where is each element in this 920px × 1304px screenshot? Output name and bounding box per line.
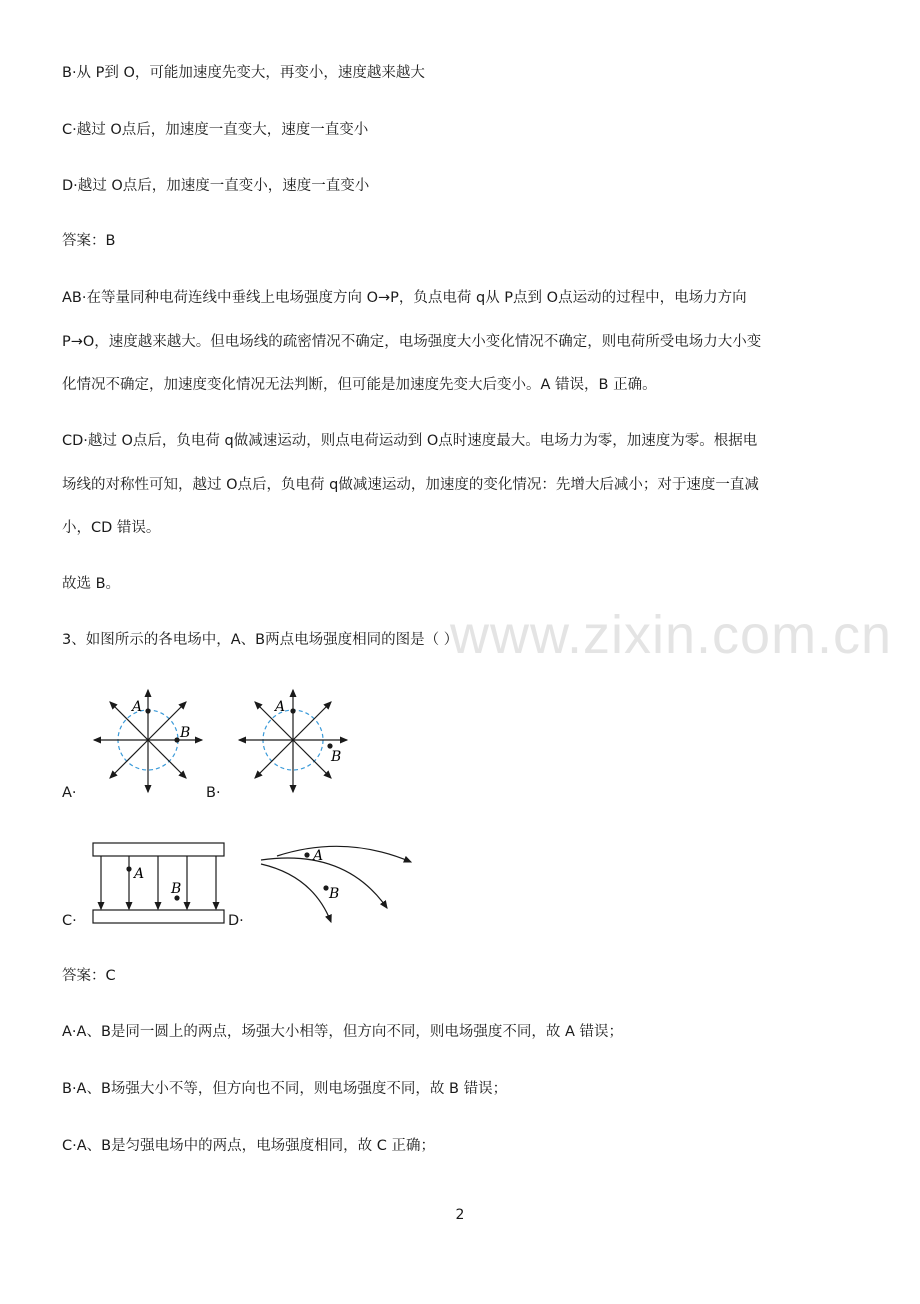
figure-c-uniform-field [88, 838, 230, 928]
answer-3: 答案：C [62, 968, 116, 984]
point-b-label: B [329, 886, 340, 902]
question-3: 3、如图所示的各电场中，A、B两点电场强度相同的图是（ ） [62, 632, 459, 648]
point-a-label: A [134, 866, 145, 882]
analysis-3-c: C·A、B是匀强电场中的两点，电场强度相同，故 C 正确； [62, 1138, 435, 1154]
analysis-3-a: A·A、B是同一圆上的两点，场强大小相等，但方向不同，则电场强度不同，故 A 错误； [62, 1024, 624, 1040]
analysis-cd-line1: CD·越过 O点后，负电荷 q做减速运动，则点电荷运动到 O点时速度最大。电场力为零，加速度为零。根据电 [62, 433, 758, 449]
watermark: www.zixin.com.cn [450, 605, 893, 665]
figure-a-label: A· [62, 785, 77, 801]
analysis-ab-line3: 化情况不确定，加速度变化情况无法判断，但可能是加速度先变大后变小。A 错误，B 正确。 [62, 377, 657, 393]
analysis-ab-line1: AB·在等量同种电荷连线中垂线上电场强度方向 O→P，负点电荷 q从 P点到 O点运动的过程中，电场力方向 [62, 290, 747, 306]
figure-d-label: D· [228, 913, 244, 929]
page-number: 2 [455, 1207, 465, 1223]
point-b-label: B [180, 725, 191, 741]
figure-d-curved-field [255, 836, 415, 926]
option-d-prev: D·越过 O点后，加速度一直变小，速度一直变小 [62, 178, 370, 194]
point-a-label: A [313, 848, 324, 864]
point-a-label: A [275, 699, 286, 715]
analysis-3-b: B·A、B场强大小不等，但方向也不同，则电场强度不同，故 B 错误； [62, 1081, 508, 1097]
figure-b-point-charge-field [233, 684, 353, 800]
choose-answer: 故选 B。 [62, 576, 121, 592]
point-a-label: A [132, 699, 143, 715]
figure-c-label: C· [62, 913, 77, 929]
option-b-prev: B·从 P到 O，可能加速度先变大，再变小，速度越来越大 [62, 65, 425, 81]
analysis-cd-line2: 场线的对称性可知，越过 O点后，负电荷 q做减速运动，加速度的变化情况：先增大后减小；对于速度一直减 [62, 477, 759, 493]
analysis-ab-line2: P→O，速度越来越大。但电场线的疏密情况不确定，电场强度大小变化情况不确定，则电荷所受电场力大小变 [62, 334, 762, 350]
analysis-cd-line3: 小，CD 错误。 [62, 520, 161, 536]
option-c-prev: C·越过 O点后，加速度一直变大，速度一直变小 [62, 122, 369, 138]
answer-prev: 答案：B [62, 233, 116, 249]
point-b-label: B [331, 749, 342, 765]
figure-b-label: B· [206, 785, 221, 801]
figure-a-point-charge-field [88, 684, 208, 800]
point-b-label: B [171, 881, 182, 897]
